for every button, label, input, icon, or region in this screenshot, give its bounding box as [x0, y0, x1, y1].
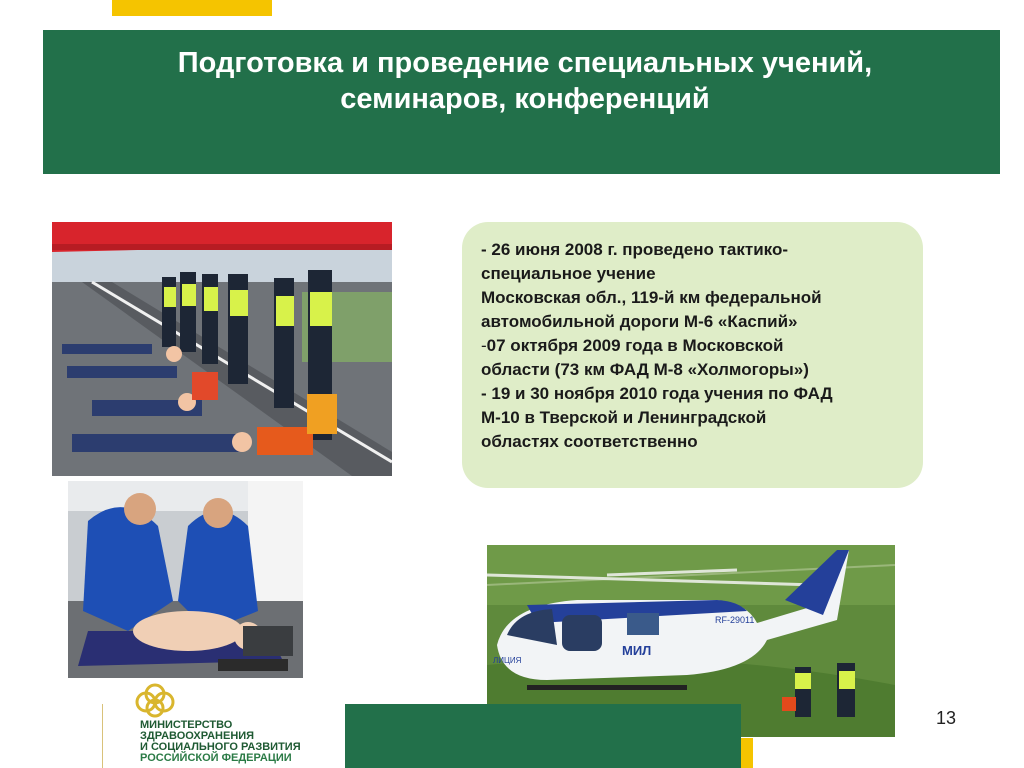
info-line-5-text: 07 октября 2009 года в Московской — [486, 336, 784, 355]
road-exercise-illustration — [52, 222, 392, 476]
info-line-5-dash: - — [481, 336, 487, 355]
info-line-5 — [481, 334, 909, 358]
info-line-6: области (73 км ФАД М-8 «Холмогоры») — [481, 360, 809, 379]
info-line-7: - 19 и 30 ноября 2010 года учения по ФАД — [481, 384, 833, 403]
page-number: 13 — [936, 708, 957, 728]
footer-yellow-bar — [741, 738, 753, 768]
info-line-8: М-10 в Тверской и Ленинградской — [481, 408, 767, 427]
slide-title — [60, 45, 990, 117]
logo-line-3: И СОЦИАЛЬНОГО РАЗВИТИЯ — [140, 741, 301, 753]
info-line-4: автомобильной дороги М-6 «Каспий» — [481, 312, 798, 331]
footer-green-bar — [345, 704, 741, 768]
logo-line-2: ЗДРАВООХРАНЕНИЯ — [140, 730, 255, 742]
logo-line-1: МИНИСТЕРСТВО — [140, 719, 233, 731]
ministry-emblem-icon — [132, 680, 178, 718]
helicopter-label: МИЛ — [622, 643, 652, 658]
slide-title-line-1: Подготовка и проведение специальных учений, — [177, 47, 873, 79]
logo-line-4: РОССИЙСКОЙ ФЕДЕРАЦИИ — [140, 752, 292, 764]
slide-title-line-2: семинаров, конференций — [340, 83, 710, 115]
exercises-list — [481, 238, 909, 454]
photo-road-exercise — [52, 222, 392, 476]
footer-divider-line — [102, 704, 103, 768]
cpr-training-illustration — [68, 481, 303, 678]
helicopter-registration: RF-29011 — [715, 615, 755, 625]
top-accent-bar — [112, 0, 272, 16]
helicopter-side-text: ЛИЦИЯ — [493, 656, 522, 665]
info-line-1: - 26 июня 2008 г. проведено тактико- — [481, 240, 788, 259]
info-line-3: Московская обл., 119-й км федеральной — [481, 288, 822, 307]
info-line-9: областях соответственно — [481, 432, 698, 451]
ministry-logo-text — [140, 720, 301, 764]
photo-cpr-training — [68, 481, 303, 678]
info-line-2: специальное учение — [481, 264, 656, 283]
